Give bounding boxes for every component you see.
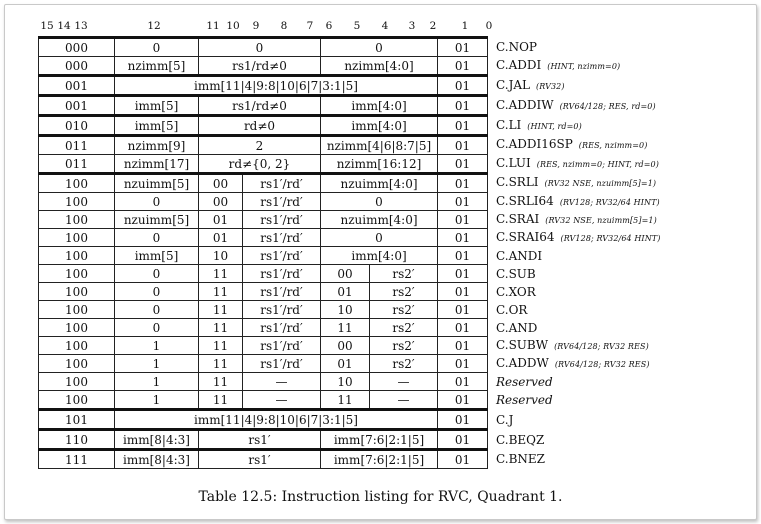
table-row <box>39 373 661 391</box>
encoding-field: 01 <box>199 229 243 247</box>
encoding-field: 01 <box>438 76 488 96</box>
table-row <box>39 265 661 283</box>
instruction-name-cell <box>488 265 661 283</box>
encoding-field: 010 <box>39 116 115 136</box>
instruction-name: C.ADDI <box>496 58 542 72</box>
bit-number: 14 <box>57 20 71 32</box>
encoding-field: nzuimm[4:0] <box>321 174 438 193</box>
encoding-field: 10 <box>321 373 370 391</box>
encoding-field: 011 <box>39 136 115 155</box>
encoding-field: 11 <box>199 283 243 301</box>
encoding-field: — <box>243 373 321 391</box>
encoding-field: — <box>370 373 438 391</box>
encoding-field: 100 <box>39 265 115 283</box>
encoding-field: rs1′/rd′ <box>243 265 321 283</box>
instruction-name: C.SRLI64 <box>496 193 554 208</box>
instruction-name: C.LUI <box>496 156 531 170</box>
encoding-field: 01 <box>438 430 488 450</box>
encoding-field: rs1′ <box>199 430 321 450</box>
encoding-field: 110 <box>39 430 115 450</box>
encoding-field: 11 <box>321 391 370 410</box>
instruction-note: (RES, nzimm=0; HINT, rd=0) <box>536 160 659 169</box>
table-row <box>39 410 661 430</box>
encoding-field: nzimm[5] <box>115 57 199 76</box>
table-row <box>39 337 661 355</box>
encoding-field: rs1′ <box>199 450 321 469</box>
encoding-field: 01 <box>438 116 488 136</box>
instruction-note: (RV128; RV32/64 HINT) <box>560 233 661 243</box>
encoding-field: rs2′ <box>370 301 438 319</box>
table-row <box>39 450 661 469</box>
instruction-name-cell <box>488 410 661 430</box>
instruction-name-cell <box>488 337 661 355</box>
table-row <box>39 193 661 211</box>
encoding-field: rs1′/rd′ <box>243 319 321 337</box>
encoding-field: 01 <box>438 174 488 193</box>
encoding-field: 00 <box>321 337 370 355</box>
instruction-encoding-table <box>38 36 661 469</box>
instruction-name: C.SUBW <box>496 337 549 352</box>
instruction-name: C.ANDI <box>496 248 543 263</box>
encoding-field: 1 <box>115 391 199 410</box>
encoding-field: 0 <box>115 229 199 247</box>
table-row <box>39 96 661 116</box>
instruction-name-cell <box>488 283 661 301</box>
encoding-field: 100 <box>39 391 115 410</box>
instruction-name-cell <box>488 155 661 174</box>
table-row <box>39 38 661 57</box>
table-row <box>39 155 661 174</box>
encoding-field: nzimm[17] <box>115 155 199 174</box>
instruction-name: C.AND <box>496 320 538 335</box>
encoding-field: imm[5] <box>115 96 199 116</box>
table-row <box>39 76 661 96</box>
encoding-field: 100 <box>39 373 115 391</box>
bit-number: 10 <box>226 20 240 32</box>
encoding-field: 100 <box>39 229 115 247</box>
bit-number: 11 <box>206 20 220 32</box>
encoding-field: imm[5] <box>115 247 199 265</box>
encoding-field: 001 <box>39 96 115 116</box>
encoding-field: nzuimm[5] <box>115 174 199 193</box>
encoding-field: 0 <box>321 229 438 247</box>
instruction-name: C.SUB <box>496 266 536 281</box>
encoding-field: 100 <box>39 337 115 355</box>
instruction-name: C.ADDI16SP <box>496 137 573 151</box>
encoding-field: 01 <box>438 450 488 469</box>
encoding-field: nzimm[9] <box>115 136 199 155</box>
instruction-name-cell <box>488 373 661 391</box>
bit-number: 4 <box>381 20 389 32</box>
encoding-field: rs1′/rd′ <box>243 355 321 373</box>
instruction-note: (HINT, rd=0) <box>527 121 582 131</box>
encoding-field: nzimm[16:12] <box>321 155 438 174</box>
instruction-note: (RV64/128; RV32 RES) <box>554 359 650 369</box>
table-row <box>39 391 661 410</box>
encoding-field: nzimm[4|6|8:7|5] <box>321 136 438 155</box>
instruction-name: C.SRLI <box>496 175 539 189</box>
instruction-name: C.ADDW <box>496 355 549 370</box>
table-caption: Table 12.5: Instruction listing for RVC, Quadrant 1. <box>198 489 563 505</box>
table-row <box>39 355 661 373</box>
encoding-field: rs1′/rd′ <box>243 193 321 211</box>
instruction-note: (HINT, nzimm=0) <box>547 62 621 71</box>
encoding-field: rd≠0 <box>199 116 321 136</box>
bit-number: 13 <box>74 20 88 32</box>
instruction-note: (RV32 NSE, nzuimm[5]=1) <box>545 215 657 225</box>
encoding-field: 11 <box>321 319 370 337</box>
instruction-name-cell <box>488 174 661 193</box>
instruction-name-cell <box>488 96 661 116</box>
encoding-field: 2 <box>199 136 321 155</box>
encoding-field: 01 <box>438 57 488 76</box>
encoding-field: 0 <box>115 38 199 57</box>
encoding-field: nzuimm[4:0] <box>321 211 438 229</box>
encoding-field: 01 <box>321 355 370 373</box>
encoding-field: 0 <box>115 193 199 211</box>
table-row <box>39 430 661 450</box>
encoding-field: 0 <box>115 265 199 283</box>
bit-number: 1 <box>461 20 469 32</box>
instruction-name: Reserved <box>496 393 553 407</box>
bit-number: 3 <box>408 20 416 32</box>
table-row <box>39 57 661 76</box>
instruction-name-cell <box>488 319 661 337</box>
encoding-field: rs1′/rd′ <box>243 174 321 193</box>
encoding-field: 01 <box>199 211 243 229</box>
encoding-field: 0 <box>115 283 199 301</box>
table-row <box>39 301 661 319</box>
encoding-field: 1 <box>115 373 199 391</box>
bit-number: 5 <box>353 20 361 32</box>
table-row <box>39 283 661 301</box>
encoding-field: 100 <box>39 301 115 319</box>
bit-number: 7 <box>306 20 314 32</box>
encoding-field: 01 <box>321 283 370 301</box>
instruction-note: (RV64/128; RV32 RES) <box>554 341 649 351</box>
encoding-field: 01 <box>438 301 488 319</box>
instruction-name-cell <box>488 247 661 265</box>
instruction-name-cell <box>488 355 661 373</box>
instruction-note: (RV128; RV32/64 HINT) <box>559 197 660 207</box>
encoding-field: 100 <box>39 319 115 337</box>
encoding-field: rs2′ <box>370 265 438 283</box>
instruction-name-cell <box>488 450 661 469</box>
encoding-field: imm[4:0] <box>321 247 438 265</box>
encoding-field: imm[8|4:3] <box>115 430 199 450</box>
encoding-field: 01 <box>438 211 488 229</box>
encoding-field: 0 <box>115 301 199 319</box>
encoding-field: imm[4:0] <box>321 96 438 116</box>
instruction-name-cell <box>488 211 661 229</box>
encoding-field: 100 <box>39 355 115 373</box>
encoding-field: — <box>243 391 321 410</box>
bit-number: 0 <box>485 20 493 32</box>
encoding-field: 01 <box>438 337 488 355</box>
table-row <box>39 229 661 247</box>
encoding-field: 101 <box>39 410 115 430</box>
encoding-field: 011 <box>39 155 115 174</box>
encoding-field: 11 <box>199 337 243 355</box>
instruction-name: C.NOP <box>496 40 537 54</box>
encoding-field: 0 <box>321 193 438 211</box>
encoding-field: rs2′ <box>370 283 438 301</box>
table-row <box>39 174 661 193</box>
encoding-field: rs2′ <box>370 319 438 337</box>
encoding-field: 01 <box>438 96 488 116</box>
instruction-name-cell <box>488 136 661 155</box>
encoding-field: nzuimm[5] <box>115 211 199 229</box>
table-row <box>39 319 661 337</box>
bit-number: 12 <box>147 20 161 32</box>
bit-number: 15 <box>40 20 54 32</box>
encoding-field: imm[7:6|2:1|5] <box>321 430 438 450</box>
encoding-field: 10 <box>199 247 243 265</box>
encoding-field: rs1′/rd′ <box>243 337 321 355</box>
bit-number: 8 <box>280 20 288 32</box>
encoding-field: 100 <box>39 174 115 193</box>
instruction-note: (RV64/128; RES, rd=0) <box>559 101 656 111</box>
encoding-field: nzimm[4:0] <box>321 57 438 76</box>
encoding-field: imm[11|4|9:8|10|6|7|3:1|5] <box>115 410 438 430</box>
encoding-field: rs1′/rd′ <box>243 283 321 301</box>
encoding-field: 1 <box>115 337 199 355</box>
encoding-field: imm[8|4:3] <box>115 450 199 469</box>
encoding-field: 01 <box>438 136 488 155</box>
instruction-name: C.SRAI <box>496 211 540 226</box>
encoding-field: rs1/rd≠0 <box>199 96 321 116</box>
encoding-field: — <box>370 391 438 410</box>
instruction-name: C.BNEZ <box>496 452 545 466</box>
encoding-field: 01 <box>438 247 488 265</box>
encoding-field: 0 <box>321 38 438 57</box>
encoding-field: 000 <box>39 38 115 57</box>
encoding-field: rs2′ <box>370 337 438 355</box>
instruction-name-cell <box>488 76 661 96</box>
table-row <box>39 116 661 136</box>
encoding-field: 01 <box>438 410 488 430</box>
instruction-name-cell <box>488 229 661 247</box>
instruction-name: C.JAL <box>496 77 531 92</box>
encoding-field: imm[4:0] <box>321 116 438 136</box>
bit-number: 2 <box>429 20 437 32</box>
instruction-name-cell <box>488 38 661 57</box>
instruction-name: C.ADDIW <box>496 97 554 112</box>
encoding-field: 1 <box>115 355 199 373</box>
encoding-field: imm[11|4|9:8|10|6|7|3:1|5] <box>115 76 438 96</box>
instruction-name-cell <box>488 116 661 136</box>
encoding-field: 11 <box>199 355 243 373</box>
encoding-field: rs1′/rd′ <box>243 229 321 247</box>
encoding-field: 11 <box>199 391 243 410</box>
encoding-field: 100 <box>39 283 115 301</box>
table-row <box>39 247 661 265</box>
encoding-field: 00 <box>321 265 370 283</box>
encoding-field: rd≠{0, 2} <box>199 155 321 174</box>
bit-position-header <box>0 20 761 34</box>
encoding-field: 100 <box>39 193 115 211</box>
encoding-field: 100 <box>39 247 115 265</box>
encoding-field: 0 <box>115 319 199 337</box>
table-row <box>39 136 661 155</box>
instruction-name-cell <box>488 301 661 319</box>
instruction-name: C.SRAI64 <box>496 229 555 244</box>
encoding-field: 00 <box>199 193 243 211</box>
encoding-field: 0 <box>199 38 321 57</box>
encoding-field: 01 <box>438 155 488 174</box>
encoding-field: 01 <box>438 283 488 301</box>
encoding-field: 01 <box>438 355 488 373</box>
encoding-field: rs1′/rd′ <box>243 247 321 265</box>
encoding-field: 11 <box>199 319 243 337</box>
encoding-field: 000 <box>39 57 115 76</box>
encoding-field: 01 <box>438 391 488 410</box>
encoding-field: 01 <box>438 229 488 247</box>
encoding-field: 001 <box>39 76 115 96</box>
bit-number: 6 <box>325 20 333 32</box>
encoding-field: 00 <box>199 174 243 193</box>
encoding-field: rs1′/rd′ <box>243 301 321 319</box>
bit-number: 9 <box>252 20 260 32</box>
instruction-name: C.BEQZ <box>496 432 545 447</box>
encoding-field: 01 <box>438 265 488 283</box>
instruction-name-cell <box>488 193 661 211</box>
table-row <box>39 211 661 229</box>
encoding-field: 01 <box>438 319 488 337</box>
encoding-field: imm[7:6|2:1|5] <box>321 450 438 469</box>
instruction-name-cell <box>488 391 661 410</box>
encoding-field: 11 <box>199 301 243 319</box>
encoding-field: 01 <box>438 193 488 211</box>
encoding-field: 01 <box>438 38 488 57</box>
instruction-note: (RES, nzimm=0) <box>578 141 648 150</box>
instruction-name: C.J <box>496 412 514 427</box>
instruction-name: C.LI <box>496 117 522 132</box>
instruction-note: (RV32 NSE, nzuimm[5]=1) <box>544 179 657 188</box>
encoding-field: imm[5] <box>115 116 199 136</box>
instruction-name-cell <box>488 430 661 450</box>
instruction-name: C.XOR <box>496 284 536 299</box>
encoding-field: rs2′ <box>370 355 438 373</box>
encoding-field: rs1/rd≠0 <box>199 57 321 76</box>
instruction-name: C.OR <box>496 302 528 317</box>
encoding-field: 10 <box>321 301 370 319</box>
encoding-field: 11 <box>199 373 243 391</box>
instruction-name: Reserved <box>496 374 553 389</box>
encoding-field: rs1′/rd′ <box>243 211 321 229</box>
encoding-field: 01 <box>438 373 488 391</box>
instruction-name-cell <box>488 57 661 76</box>
encoding-field: 100 <box>39 211 115 229</box>
instruction-note: (RV32) <box>536 81 565 91</box>
encoding-field: 111 <box>39 450 115 469</box>
encoding-field: 11 <box>199 265 243 283</box>
